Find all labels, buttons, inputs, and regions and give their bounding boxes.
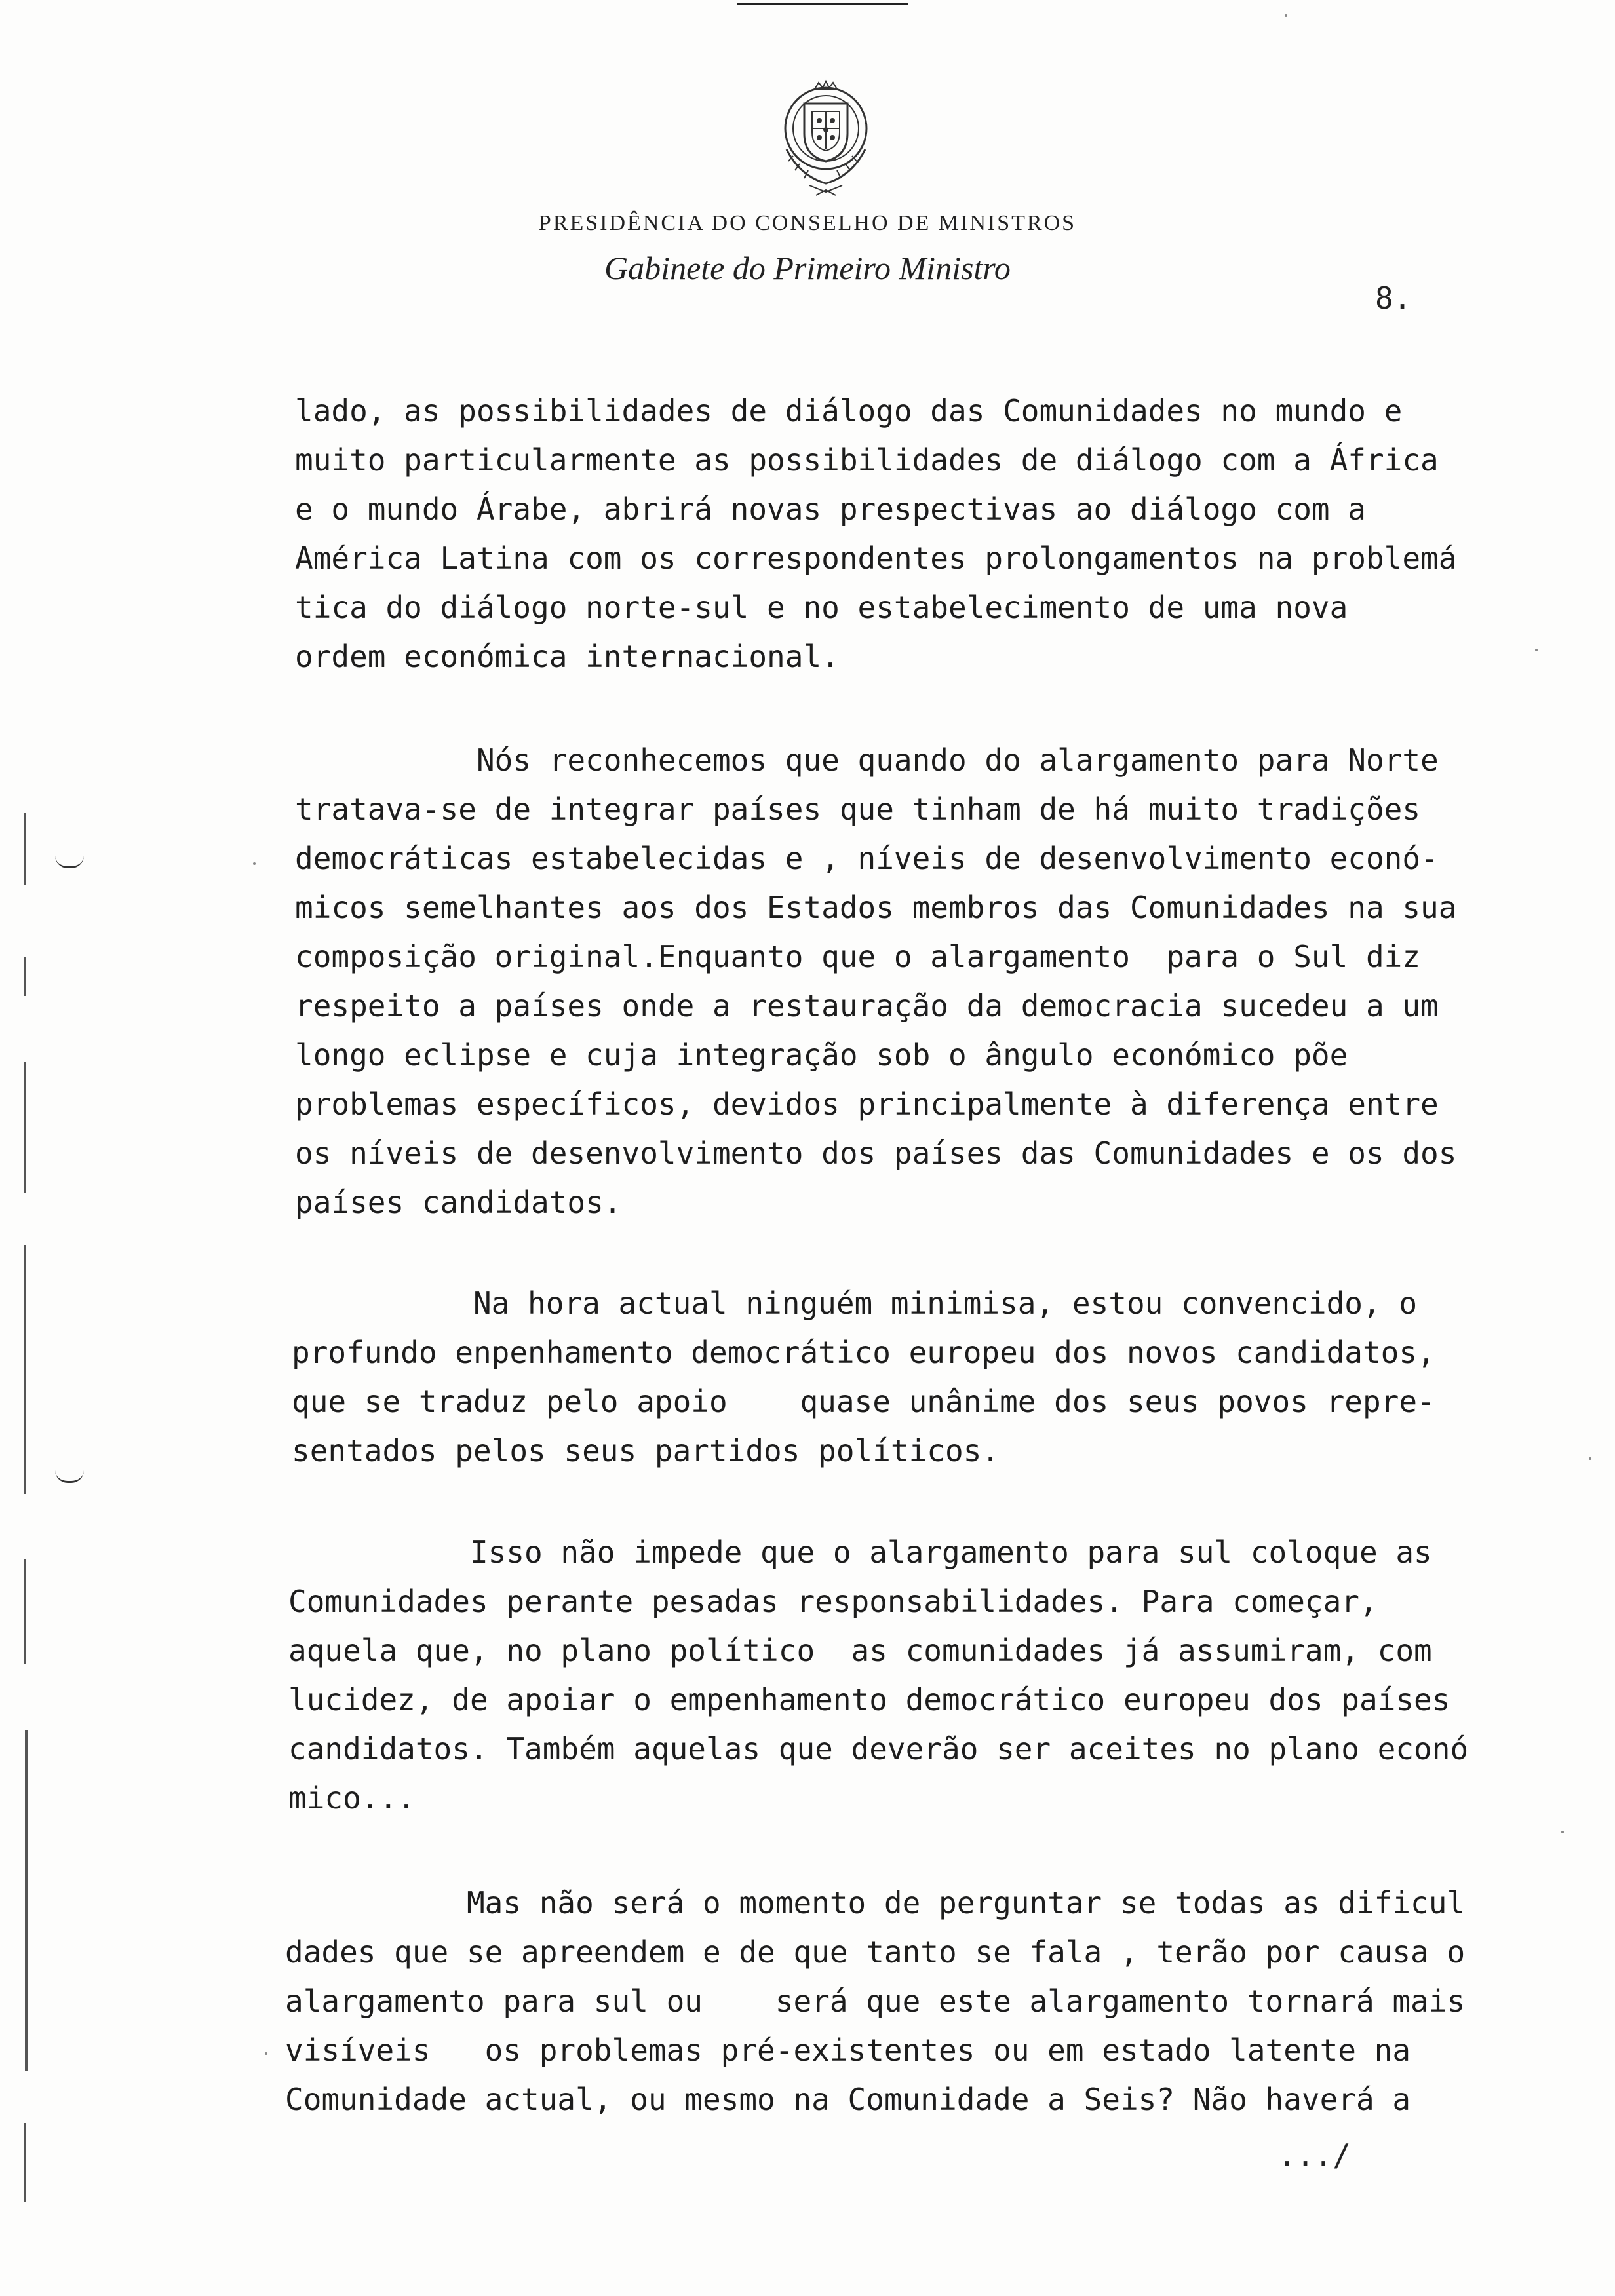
text-line: democráticas estabelecidas e , níveis de desenvolvimento econó- <box>295 841 1439 876</box>
margin-mark <box>24 1559 26 1664</box>
text-line: mico... <box>288 1780 416 1816</box>
coat-of-arms-icon <box>764 77 888 202</box>
text-line: Isso não impede que o alargamento para sul coloque as <box>288 1535 1432 1570</box>
margin-mark <box>24 1245 26 1494</box>
scan-speck <box>1561 1831 1564 1833</box>
text-line: dades que se apreendem e de que tanto se fala , terão por causa o <box>285 1934 1466 1970</box>
margin-mark <box>25 1730 28 2071</box>
text-line: Comunidades perante pesadas responsabilidades. Para começar, <box>288 1584 1378 1619</box>
page-number: 8. <box>1375 280 1412 316</box>
margin-bracket <box>55 1470 84 1483</box>
text-line: e o mundo Árabe, abrirá novas prespectivas ao diálogo com a <box>295 491 1366 527</box>
text-line: Mas não será o momento de perguntar se todas as dificul <box>285 1885 1466 1921</box>
text-line: os níveis de desenvolvimento dos países das Comunidades e os dos <box>295 1136 1457 1171</box>
top-rule <box>737 3 908 5</box>
text-line: países candidatos. <box>295 1185 622 1220</box>
margin-mark <box>24 2123 26 2202</box>
text-line: tica do diálogo norte-sul e no estabelecimento de uma nova <box>295 590 1348 625</box>
text-line: longo eclipse e cuja integração sob o ângulo económico põe <box>295 1037 1348 1073</box>
text-line: alargamento para sul ou será que este alargamento tornará mais <box>285 1983 1466 2019</box>
text-line: problemas específicos, devidos principalmente à diferença entre <box>295 1086 1439 1122</box>
text-line: Comunidade actual, ou mesmo na Comunidade a Seis? Não haverá a <box>285 2082 1411 2117</box>
margin-mark <box>24 957 26 996</box>
text-line: tratava-se de integrar países que tinham de há muito tradições <box>295 792 1421 827</box>
text-line: Na hora actual ninguém minimisa, estou convencido, o <box>292 1286 1418 1321</box>
text-line: lado, as possibilidades de diálogo das Comunidades no mundo e <box>295 393 1403 429</box>
scan-speck <box>1535 649 1538 651</box>
text-line: ordem económica internacional. <box>295 639 840 674</box>
text-line: micos semelhantes aos dos Estados membros das Comunidades na sua <box>295 890 1457 925</box>
text-line: visíveis os problemas pré-existentes ou em estado latente na <box>285 2033 1411 2068</box>
margin-mark <box>24 813 26 885</box>
text-line: aquela que, no plano político as comunidades já assumiram, com <box>288 1633 1432 1668</box>
text-line: sentados pelos seus partidos políticos. <box>292 1433 1000 1468</box>
text-line: que se traduz pelo apoio quase unânime dos seus povos repre- <box>292 1384 1435 1419</box>
text-line: candidatos. Também aquelas que deverão ser aceites no plano econó <box>288 1731 1469 1767</box>
scan-speck <box>253 862 256 865</box>
margin-mark <box>24 1062 26 1193</box>
text-line: respeito a países onde a restauração da democracia sucedeu a um <box>295 988 1439 1024</box>
text-line: lucidez, de apoiar o empenhamento democrático europeu dos países <box>288 1682 1450 1717</box>
text-line: Nós reconhecemos que quando do alargamento para Norte <box>295 742 1439 778</box>
scan-speck <box>1589 1457 1591 1460</box>
scan-speck <box>265 2052 267 2055</box>
margin-bracket <box>55 856 84 868</box>
text-line: muito particularmente as possibilidades de diálogo com a África <box>295 442 1439 478</box>
text-line: composição original.Enquanto que o alargamento para o Sul diz <box>295 939 1421 974</box>
letterhead-subtitle: Gabinete do Primeiro Ministro <box>604 250 1011 286</box>
scan-speck <box>1285 14 1287 17</box>
continuation-mark: .../ <box>1278 2137 1351 2173</box>
text-line: profundo enpenhamento democrático europeu dos novos candidatos, <box>292 1335 1435 1370</box>
letterhead-title: PRESIDÊNCIA DO CONSELHO DE MINISTROS <box>538 211 1077 235</box>
text-line: América Latina com os correspondentes prolongamentos na problemá <box>295 541 1457 576</box>
